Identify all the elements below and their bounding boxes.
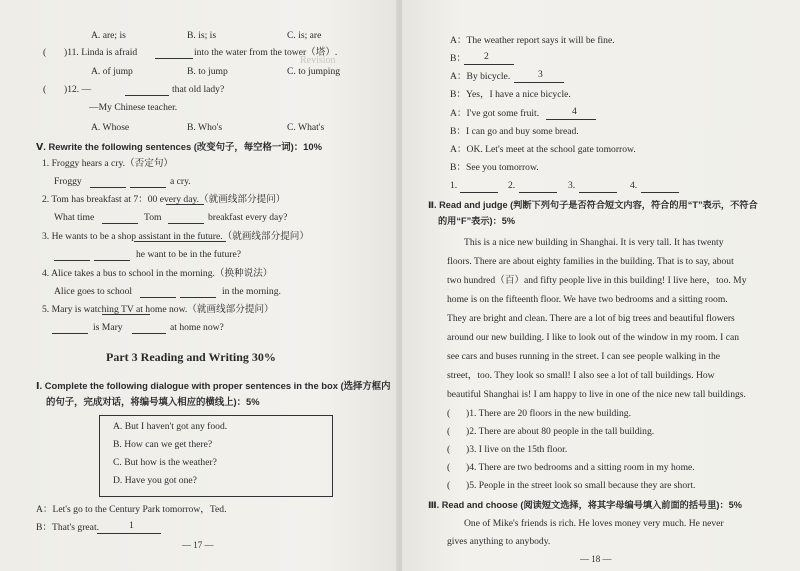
dialogue-line-8: B：I can go and buy some bread. [450, 126, 579, 137]
judge-2-paren: ( [447, 426, 451, 437]
s5-mid: is Mary [93, 322, 123, 333]
passage-line-7: see cars and buses running in the street. I can see people walking in the [447, 351, 721, 362]
box-option-c: C. But how is the weather? [113, 457, 217, 468]
q12-option-b: B. Who's [187, 122, 223, 133]
s2-underline [166, 195, 204, 205]
q11-text: )11. Linda is afraid [64, 47, 138, 58]
judge-3-text: )3. I live on the 15th floor. [466, 444, 568, 455]
q11-option-c: C. to jumping [287, 66, 341, 77]
s5-underline [102, 305, 150, 315]
s1-blank-2[interactable] [130, 178, 166, 188]
s3-blank-1[interactable] [54, 251, 90, 261]
s5-blank-2[interactable] [132, 324, 166, 334]
dialogue-line-7: A：I've got some fruit. [450, 108, 540, 119]
dialogue-line-3: A：The weather report says it will be fine. [450, 35, 615, 46]
section5-heading: Ⅴ. Rewrite the following sentences (改变句子，每空格一词)：10% [36, 141, 322, 152]
s1-start: Froggy [54, 176, 82, 187]
answer-label-2: 2. [508, 180, 516, 191]
s1-end: a cry. [170, 176, 191, 187]
passage-line-6: around our new building. I like to look out of the window in my room. I can [447, 332, 740, 343]
dialogue-blank-1-number: 1 [129, 520, 134, 531]
judge-5-text: )5. People in the street look so small because they are short. [466, 480, 696, 491]
answer-blank-2[interactable] [519, 183, 557, 193]
s2-start: What time [54, 212, 95, 223]
q11-option-b: B. to jump [187, 66, 228, 77]
answer-label-3: 3. [568, 180, 576, 191]
dialogue-line-10: B：See you tomorrow. [450, 162, 539, 173]
answer-label-1: 1. [450, 180, 458, 191]
dialogue-line-2: B：That's great. [36, 522, 100, 533]
section3-passage-line-2: gives anything to anybody. [447, 536, 551, 547]
s5-blank-1[interactable] [52, 324, 88, 334]
q10-option-a: A. are; is [91, 30, 126, 41]
s2-mid: Tom [144, 212, 162, 223]
passage-line-9: beautiful Shanghai is! I am happy to live in one of the nice new tall buildings. [447, 389, 746, 400]
passage-line-2: floors. There are about eighty families in the building. That is to say, about [447, 256, 734, 267]
box-option-b: B. How can we get there? [113, 439, 213, 450]
s2-prompt: 2. Tom has breakfast at 7：00 every day.（就画线部分提问） [42, 194, 286, 205]
left-page [0, 0, 398, 571]
judge-4-text: )4. There are two bedrooms and a sitting room in my home. [466, 462, 695, 473]
passage-line-1: This is a nice new building in Shanghai. It is very tall. It has twenty [464, 237, 724, 248]
q11-blank[interactable] [155, 49, 193, 59]
s4-end: in the morning. [222, 286, 281, 297]
dialogue-line-6: B：Yes，I have a nice bicycle. [450, 89, 571, 100]
s5-prompt: 5. Mary is watching TV at home now.（就画线部分提问） [42, 304, 274, 315]
s3-blank-2[interactable] [94, 251, 130, 261]
answer-blank-1[interactable] [460, 183, 498, 193]
box-option-d: D. Have you got one? [113, 475, 197, 486]
s4-prompt: 4. Alice takes a bus to school in the morning.（换种说法） [42, 268, 273, 279]
s3-underline [134, 232, 226, 242]
section2-heading-cont: 的用“F”表示)：5% [438, 216, 516, 226]
answer-label-4: 4. [630, 180, 638, 191]
judge-1-paren: ( [447, 408, 451, 419]
q10-option-b: B. is; is [187, 30, 217, 41]
section3-heading: Ⅲ. Read and choose (阅读短文选择，将其字母编号填入前面的括号里)：5% [428, 500, 742, 510]
dialogue-line-5: A：By bicycle. [450, 71, 511, 82]
s5-end: at home now? [170, 322, 224, 333]
s3-prompt: 3. He wants to be a shop assistant in the future.（就画线部分提问） [42, 231, 309, 242]
s1-prompt: 1. Froggy hears a cry.（否定句） [42, 158, 174, 169]
dialogue-blank-4-number: 4 [572, 106, 577, 117]
section1-heading: Ⅰ. Complete the following dialogue with proper sentences in the box (选择方框内 [36, 380, 391, 391]
box-option-a: A. But I haven't got any food. [113, 421, 228, 432]
page-number-right: — 18 — [580, 554, 612, 564]
s4-start: Alice goes to school [54, 286, 133, 297]
passage-line-3: two hundred（百）and fifty people live in this building! I live here，too. My [447, 275, 747, 286]
dialogue-line-1: A：Let's go to the Century Park tomorrow，Ted. [36, 504, 227, 515]
s2-end: breakfast every day? [208, 212, 288, 223]
bleed-through-text: Revision [300, 55, 336, 66]
right-page [402, 0, 800, 571]
q12-blank[interactable] [125, 86, 169, 96]
q12-option-a: A. Whose [91, 122, 130, 133]
page-number-left: — 17 — [182, 540, 214, 550]
s2-blank-1[interactable] [102, 214, 138, 224]
q11-paren: ( [43, 47, 47, 58]
q12-text: )12. — [64, 84, 92, 95]
dialogue-line-9: A：OK. Let's meet at the school gate tomorrow. [450, 144, 636, 155]
s4-blank-1[interactable] [140, 288, 176, 298]
passage-line-4: home is on the fifteenth floor. We have two bedrooms and a sitting room. [447, 294, 728, 305]
section2-heading: Ⅱ. Read and judge (判断下列句子是否符合短文内容，符合的用“T”表示，不符合 [428, 200, 758, 210]
q12-answer: —My Chinese teacher. [89, 102, 178, 113]
judge-4-paren: ( [447, 462, 451, 473]
dialogue-blank-3-number: 3 [538, 69, 543, 80]
part3-heading: Part 3 Reading and Writing 30% [106, 350, 276, 364]
judge-5-paren: ( [447, 480, 451, 491]
dialogue-blank-2-number: 2 [484, 51, 489, 62]
dialogue-blank-4[interactable] [546, 110, 596, 120]
section3-passage-line-1: One of Mike's friends is rich. He loves money very much. He never [464, 518, 724, 529]
passage-line-5: They are bright and clean. There are a lot of big trees and beautiful flowers [447, 313, 735, 324]
s1-blank-1[interactable] [90, 178, 126, 188]
s3-end: he want to be in the future? [136, 249, 241, 260]
q11-option-a: A. of jump [91, 66, 133, 77]
passage-line-8: street，too. They look so small! I also see a lot of tall buildings. How [447, 370, 715, 381]
q10-option-c: C. is; are [287, 30, 322, 41]
judge-3-paren: ( [447, 444, 451, 455]
section1-heading-cont: 的句子，完成对话，将编号填入相应的横线上)：5% [46, 396, 260, 407]
judge-1-text: )1. There are 20 floors in the new building. [466, 408, 632, 419]
answer-blank-3[interactable] [579, 183, 617, 193]
s4-blank-2[interactable] [180, 288, 216, 298]
q12-paren: ( [43, 84, 47, 95]
dialogue-line-4: B： [450, 53, 466, 64]
judge-2-text: )2. There are about 80 people in the tall building. [466, 426, 655, 437]
q12-option-c: C. What's [287, 122, 325, 133]
q12-rest: that old lady? [172, 84, 225, 95]
dialogue-blank-2[interactable] [464, 55, 514, 65]
s2-blank-2[interactable] [168, 214, 204, 224]
q11-rest: into the water from the tower（塔）. [194, 47, 338, 58]
answer-blank-4[interactable] [641, 183, 679, 193]
